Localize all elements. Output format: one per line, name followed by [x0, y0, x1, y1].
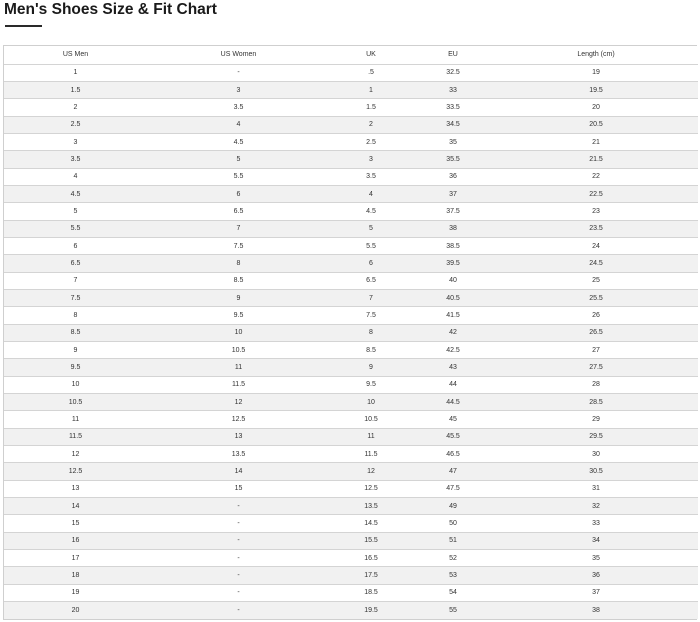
- cell-eu: 51: [412, 532, 494, 549]
- size-table-container: [3, 45, 697, 620]
- cell-eu: 44.5: [412, 394, 494, 411]
- cell-eu: 50: [412, 515, 494, 532]
- cell-eu: 45: [412, 411, 494, 428]
- table-row: [4, 463, 698, 480]
- cell-length-cm: 23.5: [494, 220, 698, 237]
- cell-us-men: 1.5: [4, 81, 147, 98]
- cell-eu: 54: [412, 584, 494, 601]
- header-length-cm: Length (cm): [494, 46, 698, 64]
- table-row: [4, 64, 698, 81]
- cell-eu: 34.5: [412, 116, 494, 133]
- cell-length-cm: 21: [494, 133, 698, 150]
- cell-length-cm: 30: [494, 446, 698, 463]
- cell-us-women: 12.5: [147, 411, 330, 428]
- cell-us-men: 3.5: [4, 151, 147, 168]
- cell-eu: 35: [412, 133, 494, 150]
- table-row: [4, 116, 698, 133]
- cell-eu: 43: [412, 359, 494, 376]
- cell-us-men: 15: [4, 515, 147, 532]
- cell-length-cm: 36: [494, 567, 698, 584]
- cell-length-cm: 28: [494, 376, 698, 393]
- cell-us-women: 6: [147, 185, 330, 202]
- cell-uk: 6: [330, 255, 412, 272]
- table-row: [4, 133, 698, 150]
- cell-eu: 53: [412, 567, 494, 584]
- cell-length-cm: 27: [494, 342, 698, 359]
- table-row: [4, 428, 698, 445]
- cell-us-men: 5.5: [4, 220, 147, 237]
- table-row: [4, 289, 698, 306]
- cell-eu: 40: [412, 272, 494, 289]
- table-row: [4, 498, 698, 515]
- table-row: [4, 411, 698, 428]
- cell-us-men: 12.5: [4, 463, 147, 480]
- cell-length-cm: 37: [494, 584, 698, 601]
- table-row: [4, 446, 698, 463]
- cell-uk: 19.5: [330, 602, 412, 619]
- cell-length-cm: 31: [494, 480, 698, 497]
- cell-eu: 41.5: [412, 307, 494, 324]
- header-uk: UK: [330, 46, 412, 64]
- cell-us-women: -: [147, 602, 330, 619]
- cell-eu: 52: [412, 550, 494, 567]
- cell-us-women: 6.5: [147, 203, 330, 220]
- cell-uk: 11.5: [330, 446, 412, 463]
- cell-eu: 33.5: [412, 99, 494, 116]
- cell-length-cm: 34: [494, 532, 698, 549]
- cell-length-cm: 24: [494, 237, 698, 254]
- cell-length-cm: 23: [494, 203, 698, 220]
- cell-eu: 46.5: [412, 446, 494, 463]
- cell-us-women: 4: [147, 116, 330, 133]
- cell-uk: 11: [330, 428, 412, 445]
- cell-us-women: 3: [147, 81, 330, 98]
- cell-us-women: -: [147, 584, 330, 601]
- cell-uk: 5.5: [330, 237, 412, 254]
- cell-uk: 2.5: [330, 133, 412, 150]
- cell-us-men: 20: [4, 602, 147, 619]
- cell-length-cm: 24.5: [494, 255, 698, 272]
- cell-length-cm: 19.5: [494, 81, 698, 98]
- cell-uk: 9: [330, 359, 412, 376]
- cell-eu: 42: [412, 324, 494, 341]
- cell-us-men: 4: [4, 168, 147, 185]
- table-row: [4, 99, 698, 116]
- cell-uk: 10.5: [330, 411, 412, 428]
- cell-eu: 32.5: [412, 64, 494, 81]
- table-row: [4, 376, 698, 393]
- cell-eu: 45.5: [412, 428, 494, 445]
- cell-length-cm: 19: [494, 64, 698, 81]
- cell-us-men: 9.5: [4, 359, 147, 376]
- cell-us-men: 4.5: [4, 185, 147, 202]
- cell-us-men: 11: [4, 411, 147, 428]
- cell-uk: 8: [330, 324, 412, 341]
- cell-length-cm: 21.5: [494, 151, 698, 168]
- cell-us-women: 4.5: [147, 133, 330, 150]
- cell-us-men: 5: [4, 203, 147, 220]
- table-row: [4, 602, 698, 619]
- cell-us-women: 10.5: [147, 342, 330, 359]
- cell-eu: 49: [412, 498, 494, 515]
- cell-uk: 4: [330, 185, 412, 202]
- cell-uk: 18.5: [330, 584, 412, 601]
- cell-us-women: 13.5: [147, 446, 330, 463]
- table-row: [4, 203, 698, 220]
- cell-uk: 12: [330, 463, 412, 480]
- cell-eu: 44: [412, 376, 494, 393]
- title-underline: [5, 25, 42, 27]
- cell-us-men: 14: [4, 498, 147, 515]
- cell-us-men: 8.5: [4, 324, 147, 341]
- cell-us-men: 8: [4, 307, 147, 324]
- cell-length-cm: 22: [494, 168, 698, 185]
- table-row: [4, 81, 698, 98]
- cell-us-women: 11: [147, 359, 330, 376]
- cell-length-cm: 25: [494, 272, 698, 289]
- cell-eu: 37.5: [412, 203, 494, 220]
- table-row: [4, 168, 698, 185]
- cell-us-men: 6: [4, 237, 147, 254]
- cell-length-cm: 22.5: [494, 185, 698, 202]
- cell-us-women: 12: [147, 394, 330, 411]
- cell-us-women: -: [147, 64, 330, 81]
- cell-us-women: 8.5: [147, 272, 330, 289]
- cell-eu: 36: [412, 168, 494, 185]
- table-row: [4, 272, 698, 289]
- header-us-women: US Women: [147, 46, 330, 64]
- cell-length-cm: 29: [494, 411, 698, 428]
- cell-us-women: 8: [147, 255, 330, 272]
- cell-us-women: 13: [147, 428, 330, 445]
- cell-uk: 12.5: [330, 480, 412, 497]
- cell-us-women: 5: [147, 151, 330, 168]
- cell-us-men: 18: [4, 567, 147, 584]
- cell-length-cm: 38: [494, 602, 698, 619]
- cell-uk: 9.5: [330, 376, 412, 393]
- cell-uk: 13.5: [330, 498, 412, 515]
- cell-eu: 33: [412, 81, 494, 98]
- cell-us-women: 5.5: [147, 168, 330, 185]
- cell-us-men: 19: [4, 584, 147, 601]
- cell-uk: 14.5: [330, 515, 412, 532]
- table-row: [4, 515, 698, 532]
- header-eu: EU: [412, 46, 494, 64]
- cell-uk: 5: [330, 220, 412, 237]
- page-title: Men's Shoes Size & Fit Chart: [4, 1, 217, 18]
- cell-eu: 47.5: [412, 480, 494, 497]
- cell-uk: 8.5: [330, 342, 412, 359]
- cell-us-women: 10: [147, 324, 330, 341]
- cell-uk: 15.5: [330, 532, 412, 549]
- cell-us-men: 9: [4, 342, 147, 359]
- cell-us-women: 3.5: [147, 99, 330, 116]
- table-row: [4, 255, 698, 272]
- cell-eu: 55: [412, 602, 494, 619]
- table-row: [4, 532, 698, 549]
- cell-us-men: 16: [4, 532, 147, 549]
- cell-uk: 2: [330, 116, 412, 133]
- cell-us-women: -: [147, 515, 330, 532]
- table-row: [4, 550, 698, 567]
- cell-length-cm: 30.5: [494, 463, 698, 480]
- cell-eu: 40.5: [412, 289, 494, 306]
- cell-us-men: 2: [4, 99, 147, 116]
- table-row: [4, 220, 698, 237]
- cell-uk: 7.5: [330, 307, 412, 324]
- cell-uk: 3: [330, 151, 412, 168]
- cell-uk: 16.5: [330, 550, 412, 567]
- cell-us-men: 6.5: [4, 255, 147, 272]
- cell-uk: 6.5: [330, 272, 412, 289]
- cell-us-women: 9.5: [147, 307, 330, 324]
- table-body: [4, 64, 698, 619]
- cell-uk: 1: [330, 81, 412, 98]
- cell-us-women: 7: [147, 220, 330, 237]
- table-row: [4, 567, 698, 584]
- cell-us-men: 7.5: [4, 289, 147, 306]
- cell-length-cm: 20: [494, 99, 698, 116]
- cell-us-men: 3: [4, 133, 147, 150]
- table-row: [4, 307, 698, 324]
- header-row: [4, 46, 698, 64]
- cell-length-cm: 26: [494, 307, 698, 324]
- cell-eu: 35.5: [412, 151, 494, 168]
- cell-uk: 3.5: [330, 168, 412, 185]
- cell-length-cm: 28.5: [494, 394, 698, 411]
- cell-length-cm: 29.5: [494, 428, 698, 445]
- cell-us-men: 10.5: [4, 394, 147, 411]
- cell-uk: 10: [330, 394, 412, 411]
- cell-uk: 17.5: [330, 567, 412, 584]
- cell-length-cm: 27.5: [494, 359, 698, 376]
- cell-length-cm: 32: [494, 498, 698, 515]
- cell-length-cm: 35: [494, 550, 698, 567]
- cell-us-men: 13: [4, 480, 147, 497]
- cell-us-men: 7: [4, 272, 147, 289]
- table-row: [4, 237, 698, 254]
- table-header: [4, 46, 698, 64]
- cell-us-women: -: [147, 498, 330, 515]
- cell-us-women: -: [147, 550, 330, 567]
- cell-eu: 37: [412, 185, 494, 202]
- cell-uk: 1.5: [330, 99, 412, 116]
- cell-eu: 42.5: [412, 342, 494, 359]
- cell-us-men: 12: [4, 446, 147, 463]
- cell-length-cm: 25.5: [494, 289, 698, 306]
- cell-uk: 7: [330, 289, 412, 306]
- table-row: [4, 151, 698, 168]
- table-row: [4, 342, 698, 359]
- cell-us-women: 9: [147, 289, 330, 306]
- cell-eu: 47: [412, 463, 494, 480]
- table-row: [4, 185, 698, 202]
- table-row: [4, 359, 698, 376]
- cell-us-women: 7.5: [147, 237, 330, 254]
- cell-uk: 4.5: [330, 203, 412, 220]
- size-chart-table: [4, 46, 698, 619]
- cell-us-women: 11.5: [147, 376, 330, 393]
- cell-eu: 38.5: [412, 237, 494, 254]
- cell-us-men: 10: [4, 376, 147, 393]
- cell-us-men: 17: [4, 550, 147, 567]
- cell-us-women: 14: [147, 463, 330, 480]
- cell-us-men: 11.5: [4, 428, 147, 445]
- table-row: [4, 584, 698, 601]
- header-us-men: US Men: [4, 46, 147, 64]
- cell-us-men: 1: [4, 64, 147, 81]
- cell-length-cm: 26.5: [494, 324, 698, 341]
- cell-us-women: -: [147, 532, 330, 549]
- table-row: [4, 394, 698, 411]
- table-row: [4, 480, 698, 497]
- cell-eu: 38: [412, 220, 494, 237]
- cell-us-women: 15: [147, 480, 330, 497]
- cell-us-men: 2.5: [4, 116, 147, 133]
- table-row: [4, 324, 698, 341]
- cell-length-cm: 33: [494, 515, 698, 532]
- cell-uk: .5: [330, 64, 412, 81]
- cell-eu: 39.5: [412, 255, 494, 272]
- cell-length-cm: 20.5: [494, 116, 698, 133]
- cell-us-women: -: [147, 567, 330, 584]
